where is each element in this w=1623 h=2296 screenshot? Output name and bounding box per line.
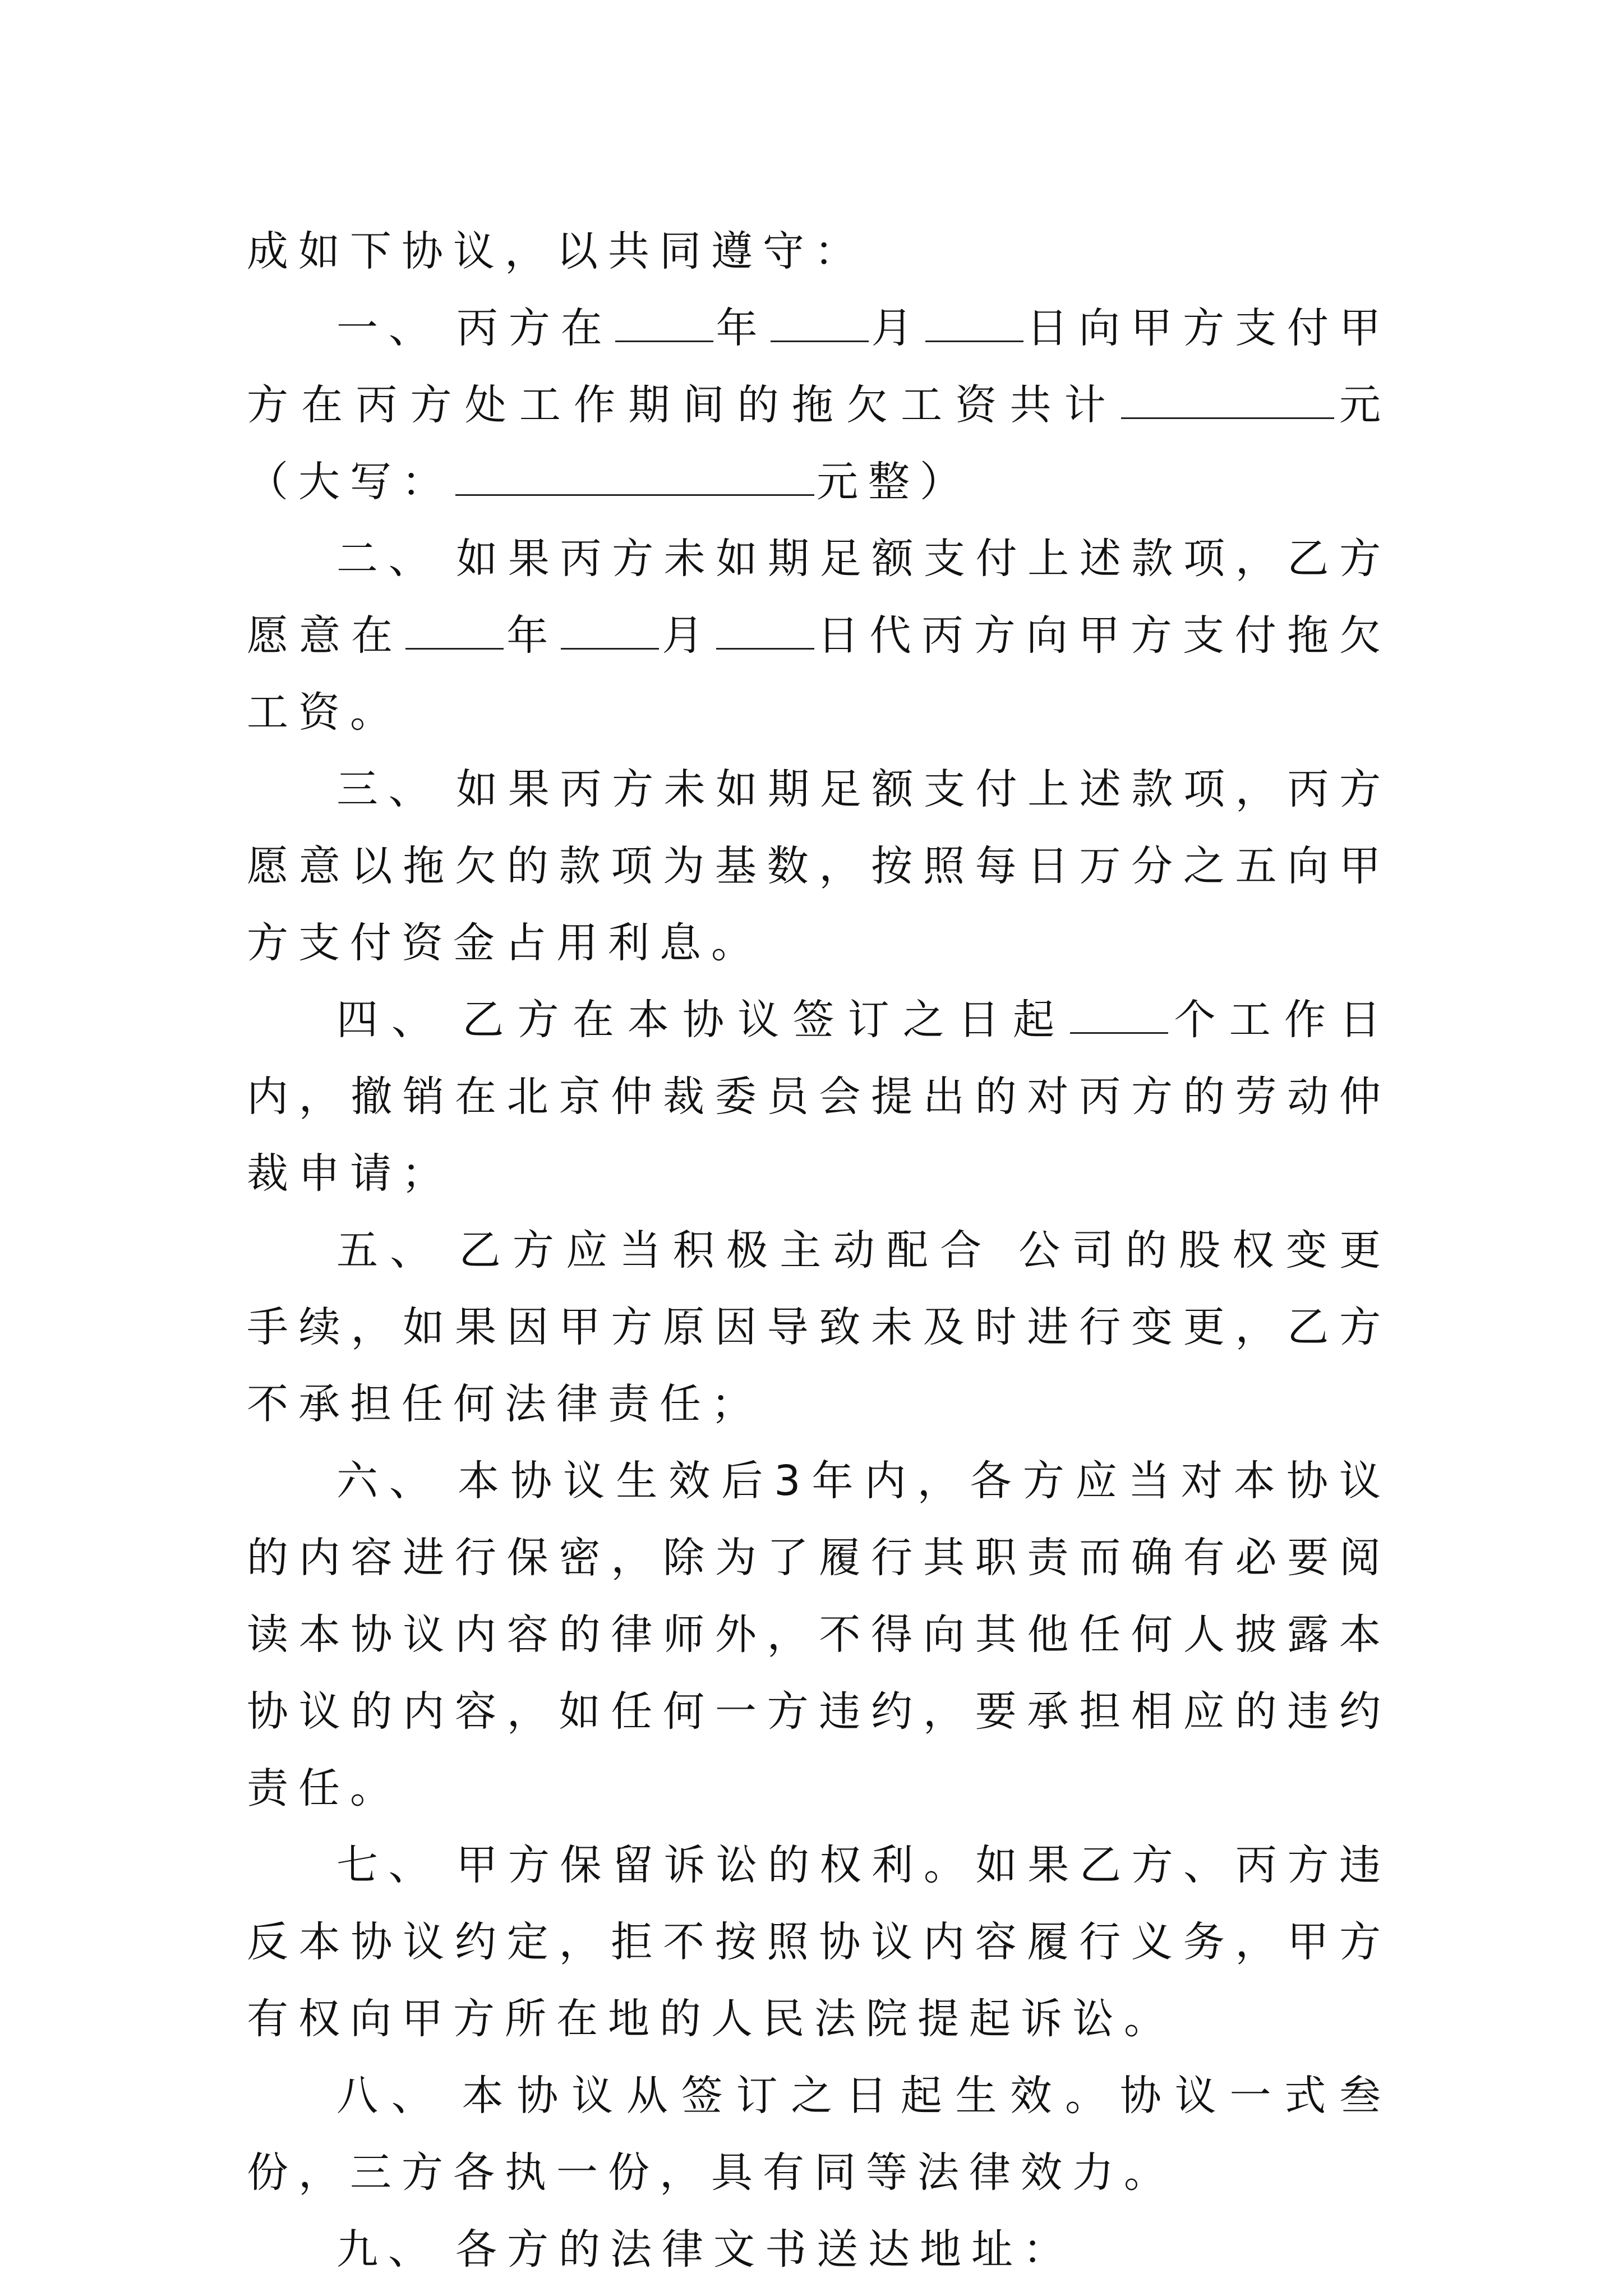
- clause-text: 乙方在本协议签订之日起: [462, 996, 1068, 1044]
- clause-7: [247, 1827, 1391, 2058]
- blank-days: [1070, 1000, 1168, 1034]
- clause-5: [247, 1212, 1391, 1443]
- blank-year: [405, 615, 504, 650]
- clause-9: [247, 2211, 1391, 2288]
- blank-month: [771, 308, 869, 342]
- clause-text: 各方的法律文书送达地址：: [455, 2225, 1075, 2274]
- clause-number: 一、: [336, 304, 441, 352]
- clause-text: 本协议生效后3年内，各方应当对本协议的内容进行保密，除为了履行其职责而确有必要阅读本协议内容的律师外，不得向其他任何人披露本协议的内容，如任何一方违约，要承担相应的违约责任。: [247, 1457, 1391, 1812]
- clause-number: 四、: [336, 996, 447, 1044]
- clause-text: 月: [661, 611, 714, 660]
- clause-text: 乙方应当积极主动配合 公司的股权变更手续，如果因甲方原因导致未及时进行变更，乙方不承担任何法律责任；: [247, 1226, 1391, 1428]
- blank-amount: [1121, 385, 1334, 419]
- clause-4: [247, 982, 1391, 1212]
- clause-text: 元（大写：: [247, 381, 1391, 506]
- blank-day: [716, 615, 814, 650]
- blank-amount-words: [455, 462, 814, 496]
- clause-text: 甲方保留诉讼的权利。如果乙方、丙方违反本协议约定，拒不按照协议内容履行义务，甲方有权向甲方所在地的人民法院提起诉讼。: [247, 1841, 1391, 2043]
- clause-text: 日代丙方向甲方支付拖欠工资。: [247, 611, 1391, 737]
- clause-1: [247, 290, 1391, 521]
- clause-number: 二、: [336, 535, 441, 583]
- document-page: [247, 213, 1391, 2288]
- clause-text: 丙方在: [456, 304, 613, 352]
- clause-number: 五、: [336, 1226, 444, 1274]
- clause-text: 年: [715, 304, 768, 352]
- clause-6: [247, 1443, 1391, 1827]
- clause-text: 月: [870, 304, 924, 352]
- clause-8: [247, 2058, 1391, 2211]
- blank-month: [561, 615, 659, 650]
- clause-text: 如果丙方未如期足额支付上述款项，丙方愿意以拖欠的款项为基数，按照每日万分之五向甲方支付资金占用利息。: [247, 765, 1391, 967]
- clause-text: 日向甲方支付甲方在丙方处工作期间的拖欠工资共计: [247, 304, 1391, 429]
- intro-line: [247, 213, 1391, 290]
- clause-number: 三、: [336, 765, 441, 813]
- intro-text: 成如下协议，以共同遵守：: [247, 227, 866, 275]
- clause-text: 如果丙方未如期足额支付上述款项，乙方愿意在: [247, 535, 1391, 660]
- clause-text: 年: [506, 611, 559, 660]
- clause-number: 七、: [336, 1841, 441, 1889]
- clause-2: [247, 521, 1391, 751]
- blank-day: [925, 308, 1023, 342]
- clause-text: 本协议从签订之日起生效。协议一式叁份，三方各执一份，具有同等法律效力。: [247, 2072, 1391, 2197]
- clause-text: 个工作日内，撤销在北京仲裁委员会提出的对丙方的劳动仲裁申请；: [247, 996, 1391, 1198]
- clause-number: 八、: [336, 2072, 446, 2120]
- blank-year: [615, 308, 713, 342]
- clause-3: [247, 751, 1391, 982]
- clause-text: 元整）: [817, 458, 971, 506]
- clause-number: 六、: [336, 1457, 442, 1505]
- clause-number: 九、: [336, 2225, 440, 2274]
